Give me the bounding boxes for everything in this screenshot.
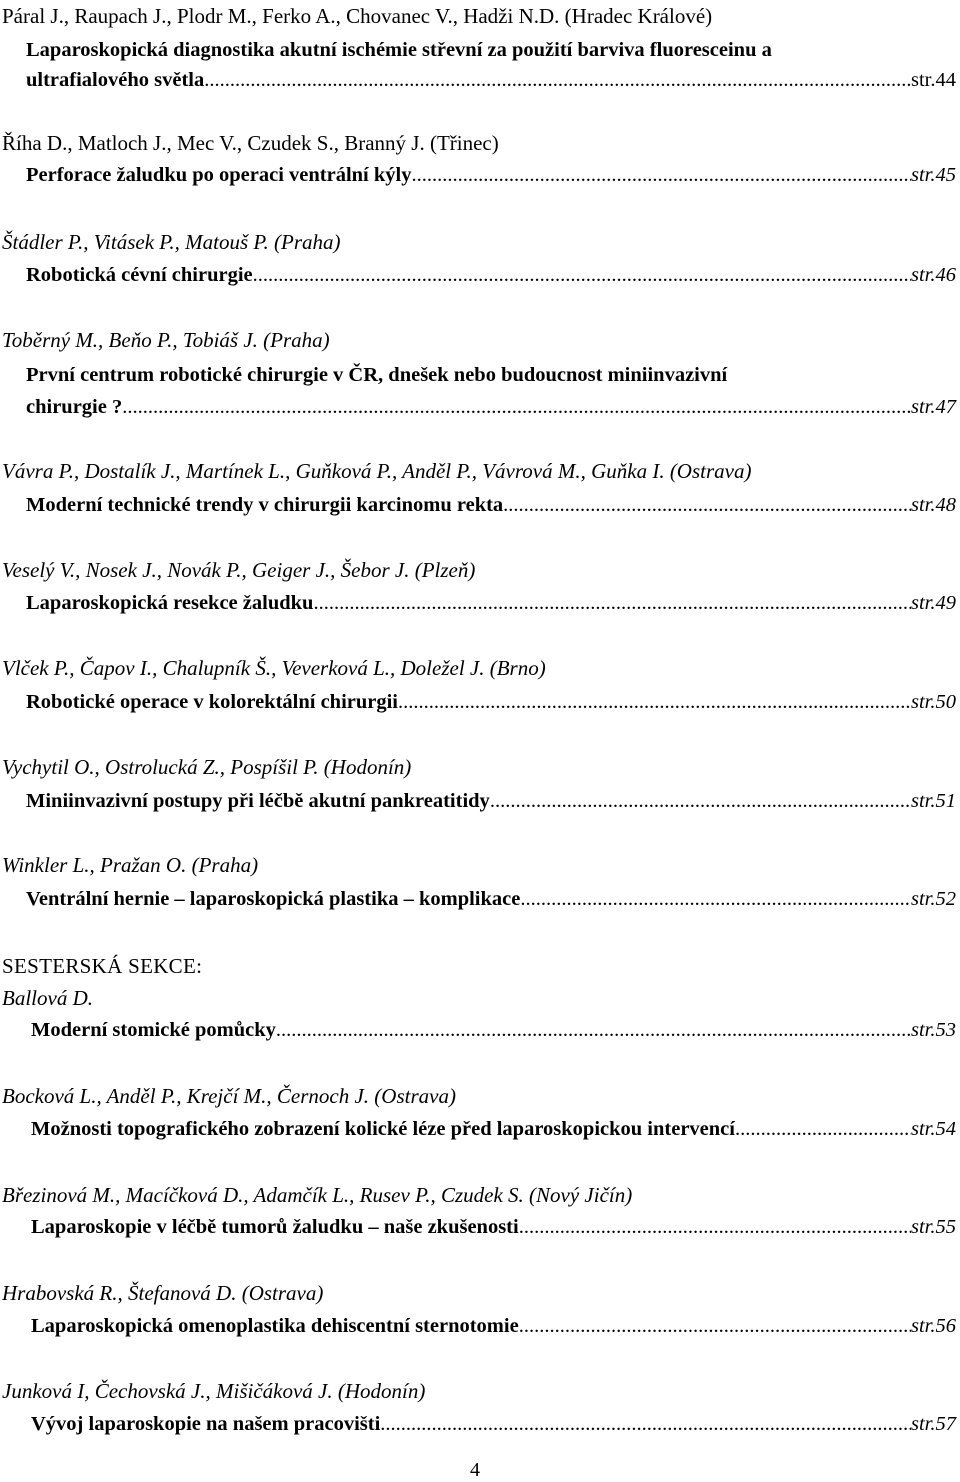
entry-page-ref: str.56 (910, 1315, 956, 1337)
entry-authors: Junková I, Čechovská J., Mišičáková J. (Hodonín) (2, 1379, 426, 1403)
entry-title-line (31, 1213, 956, 1241)
dot-leader (490, 787, 911, 815)
entry-page-ref: str.50 (910, 691, 956, 713)
entry-authors: Říha D., Matloch J., Mec V., Czudek S., Branný J. (Třinec) (2, 131, 499, 155)
entry-title: Laparoskopická omenoplastika dehiscentní sternotomie (31, 1315, 519, 1337)
entry-authors: Hrabovská R., Štefanová D. (Ostrava) (2, 1281, 324, 1305)
section-heading: SESTERSKÁ SEKCE: (2, 954, 203, 978)
entry-title: Vývoj laparoskopie na našem pracovišti (31, 1413, 381, 1435)
entry-authors: Veselý V., Nosek J., Novák P., Geiger J., Šebor J. (Plzeň) (2, 558, 476, 582)
entry-title: Ventrální hernie – laparoskopická plastika – komplikace (26, 888, 521, 910)
entry-title: chirurgie ? (26, 396, 123, 418)
entry-title-line (31, 1410, 956, 1438)
dot-leader (204, 66, 911, 94)
entry-title: Možnosti topografického zobrazení kolické léze před laparoskopickou intervencí (31, 1118, 735, 1140)
entry-authors: Bocková L., Anděl P., Krejčí M., Černoch J. (Ostrava) (2, 1084, 456, 1108)
entry-authors: Štádler P., Vitásek P., Matouš P. (Praha) (2, 230, 341, 254)
entry-page-ref: str.48 (910, 494, 956, 516)
dot-leader (313, 589, 911, 617)
entry-authors: Březinová M., Macíčková D., Adamčík L., Rusev P., Czudek S. (Nový Jičín) (2, 1183, 633, 1207)
entry-title-line (26, 66, 956, 94)
dot-leader (411, 161, 911, 189)
entry-title-line (26, 393, 956, 421)
entry-page-ref: str.55 (910, 1216, 956, 1238)
entry-authors: Vlček P., Čapov I., Chalupník Š., Veverková L., Doležel J. (Brno) (2, 656, 546, 680)
entry-title-line (31, 1016, 956, 1044)
entry-title: Perforace žaludku po operaci ventrální kýly (26, 164, 412, 186)
page-number: 4 (470, 1459, 480, 1481)
entry-page-ref: str.45 (910, 164, 956, 186)
entry-authors: Vychytil O., Ostrolucká Z., Pospíšil P. (Hodonín) (2, 755, 412, 779)
entry-title: ultrafialového světla (26, 69, 205, 91)
entry-authors: Toběrný M., Beňo P., Tobiáš J. (Praha) (2, 328, 330, 352)
dot-leader (519, 1213, 911, 1241)
entry-title: Laparoskopie v léčbě tumorů žaludku – naše zkušenosti (31, 1216, 519, 1238)
entry-title-line (26, 261, 956, 289)
entry-page-ref: str.47 (910, 396, 956, 418)
entry-page-ref: str.51 (910, 790, 956, 812)
dot-leader (380, 1410, 911, 1438)
dot-leader (503, 491, 911, 519)
entry-authors: Winkler L., Pražan O. (Praha) (2, 853, 259, 877)
entry-title: Miniinvazivní postupy při léčbě akutní pankreatitidy (26, 790, 490, 812)
entry-page-ref: str.52 (910, 888, 956, 910)
entry-title-line (26, 161, 956, 189)
dot-leader (276, 1016, 911, 1044)
entry-page-ref: str.46 (910, 264, 956, 286)
entry-title-line (26, 688, 956, 716)
entry-title: Robotické operace v kolorektální chirurgii (26, 691, 399, 713)
entry-title-line (31, 1115, 956, 1143)
dot-leader (519, 1312, 911, 1340)
entry-title-line (26, 885, 956, 913)
dot-leader (122, 393, 911, 421)
entry-title: Moderní technické trendy v chirurgii karcinomu rekta (26, 494, 504, 516)
entry-page-ref: str.53 (910, 1019, 956, 1041)
dot-leader (253, 261, 911, 289)
entry-page-ref: str.49 (910, 592, 956, 614)
entry-title-line1: Laparoskopická diagnostika akutní ischémie střevní za použití barviva fluoresceinu a (26, 39, 772, 61)
entry-page-ref: str.44 (911, 69, 956, 91)
dot-leader (398, 688, 911, 716)
entry-title: Robotická cévní chirurgie (26, 264, 253, 286)
entry-title-line (31, 1312, 956, 1340)
entry-page-ref: str.54 (910, 1118, 956, 1140)
dot-leader (735, 1115, 911, 1143)
entry-authors: Ballová D. (2, 986, 93, 1010)
dot-leader (520, 885, 911, 913)
entry-authors: Páral J., Raupach J., Plodr M., Ferko A., Chovanec V., Hadži N.D. (Hradec Králové) (2, 4, 713, 28)
entry-title-line1: První centrum robotické chirurgie v ČR, dnešek nebo budoucnost miniinvazivní (26, 364, 728, 386)
entry-title: Laparoskopická resekce žaludku (26, 592, 314, 614)
entry-title-line (26, 589, 956, 617)
entry-title-line (26, 491, 956, 519)
entry-title: Moderní stomické pomůcky (31, 1019, 276, 1041)
entry-page-ref: str.57 (910, 1413, 956, 1435)
entry-authors: Vávra P., Dostalík J., Martínek L., Guňková P., Anděl P., Vávrová M., Guňka I. (Ostrava) (2, 459, 752, 483)
entry-title-line (26, 787, 956, 815)
